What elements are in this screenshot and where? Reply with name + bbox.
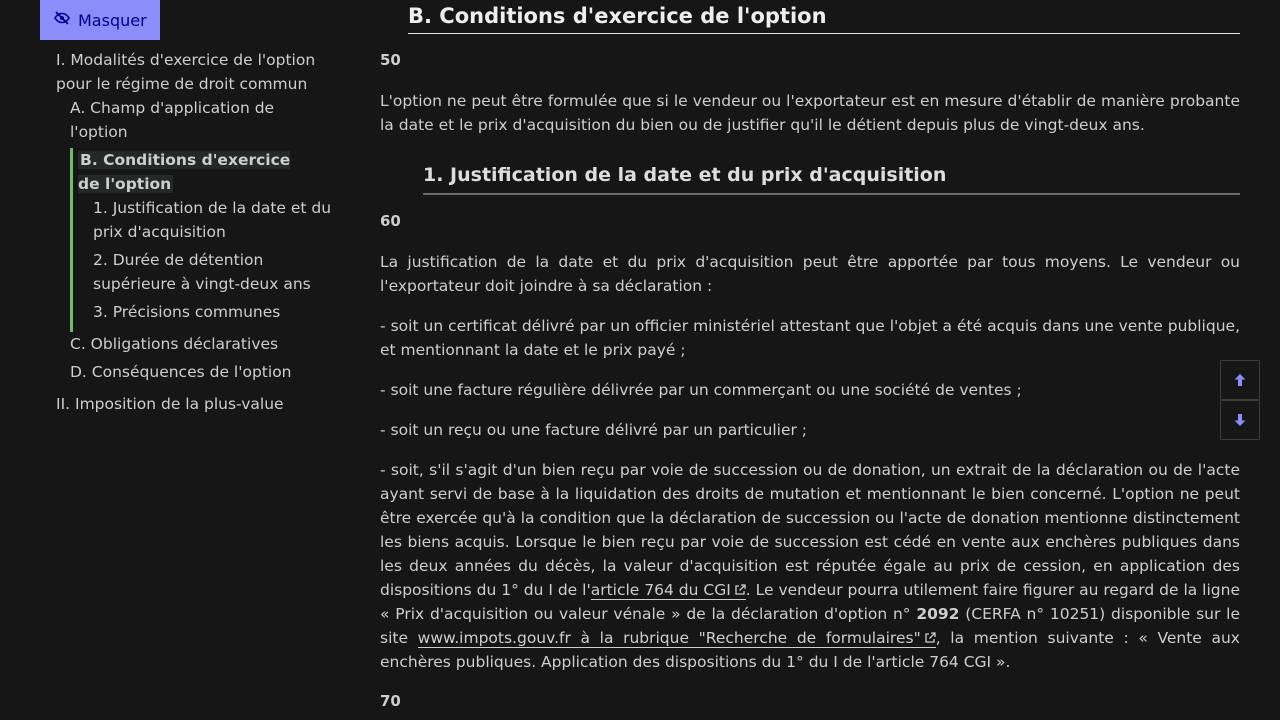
toc-item-consequences-option[interactable]: D. Conséquences de l'option [70,363,292,381]
toc-item-precisions-communes[interactable]: 3. Précisions communes [93,303,281,321]
impots-forms-link[interactable]: www.impots.gouv.fr à la rubrique "Recherche de formulaires" [418,629,936,648]
list-item: - soit un reçu ou une facture délivré par un particulier ; [380,421,807,439]
subsection-title: 1. Justification de la date et du prix d'acquisition [423,159,1240,195]
arrow-up-icon [1232,372,1248,388]
section-title: B. Conditions d'exercice de l'option [408,0,1240,34]
paragraph-text: La justification de la date et du prix d'acquisition peut être apportée par tous moyens. Le vendeur ou l'exportateur doit joindre à sa déclaration : [380,253,1240,295]
toc-item-modalites[interactable]: I. Modalités d'exercice de l'option pour le régime de droit commun [56,51,316,93]
eye-off-icon [54,10,70,30]
list-item: - soit un certificat délivré par un officier ministériel attestant que l'objet a été acquis dans une vente publique, et mentionnant la date et le prix payé ; [380,317,1240,359]
arrow-down-icon [1232,412,1248,428]
external-link-icon [924,632,936,644]
hide-button-label: Masquer [78,10,147,30]
list-item: - soit, s'il s'agit d'un bien reçu par voie de succession ou de donation, un extrait de la déclaration ou de l'acte ayant servi de base à la liquidation des droits de mutation et mentionnant le bien concerné. L'option ne peut être exercée qu'à la condition que la déclaration de succession ou l'acte de donation mentionne distinctement les biens acquis. Lorsque le bien reçu par voie de succession est cédé en vente aux enchères publiques dans les deux années du décès, la valeur d'acquisition est réputée égale au prix de cession, en application des dispositions du 1° du I de l'article 764 du CGI . Le vendeur pourra utilement faire figurer au regard de la ligne « Prix d'acquisition ou valeur vénale » de la déclaration d'option n° 2092 (CERFA n° 10251) disponible sur le site www.impots.gouv.fr à la rubrique "Recherche de formulaires" , la mention suivante : « Vente aux enchères publiques. Application des dispositions du 1° du I de l'article 764 CGI ». [380,461,1240,671]
scroll-up-button[interactable] [1220,360,1260,400]
active-section-indicator [70,148,73,332]
toc-item-conditions-exercice[interactable]: B. Conditions d'exercice de l'option [78,151,291,193]
list-item: - soit une facture régulière délivrée par un commerçant ou une société de ventes ; [380,381,1022,399]
external-link-icon [734,584,746,596]
paragraph-number: 50 [380,51,401,69]
paragraph-number: 70 [380,692,401,710]
toc-item-champ-application[interactable]: A. Champ d'application de l'option [70,99,275,141]
paragraph-number: 60 [380,212,401,230]
hide-toc-button[interactable] [40,0,160,40]
toc-item-duree-detention[interactable]: 2. Durée de détention supérieure à vingt-deux ans [93,251,311,293]
paragraph-text: L'option ne peut être formulée que si le vendeur ou l'exportateur est en mesure d'établir de manière probante la date et le prix d'acquisition du bien ou de justifier qu'il le détient depuis plus de vingt-deux ans. [380,92,1240,134]
toc-item-obligations-declaratives[interactable]: C. Obligations déclaratives [70,335,279,353]
toc-item-justification[interactable]: 1. Justification de la date et du prix d'acquisition [93,199,332,241]
article-764-link[interactable]: article 764 du CGI [591,581,746,600]
scroll-down-button[interactable] [1220,400,1260,440]
toc-item-imposition-plus-value[interactable]: II. Imposition de la plus-value [56,395,284,413]
